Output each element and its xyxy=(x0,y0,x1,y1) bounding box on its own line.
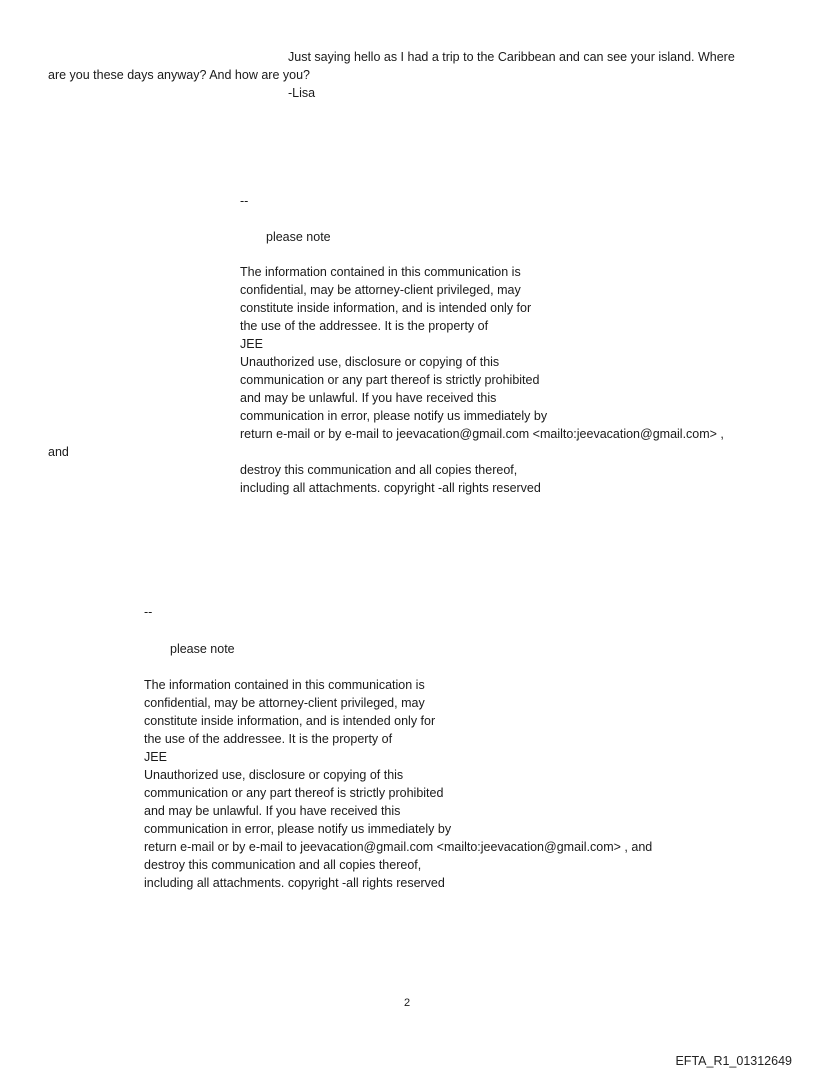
disclaimer-2-line: communication or any part thereof is strictly prohibited xyxy=(144,786,444,800)
disclaimer-1-separator: -- xyxy=(240,194,249,208)
disclaimer-1-line: The information contained in this communication is xyxy=(240,265,521,279)
disclaimer-2-line: confidential, may be attorney-client privileged, may xyxy=(144,696,425,710)
disclaimer-2-heading: please note xyxy=(170,642,235,656)
disclaimer-2-separator: -- xyxy=(144,605,153,619)
disclaimer-1-line: including all attachments. copyright -all rights reserved xyxy=(240,481,541,495)
disclaimer-2-line: communication in error, please notify us immediately by xyxy=(144,822,452,836)
message-signature: -Lisa xyxy=(288,86,316,100)
disclaimer-2-line: The information contained in this communication is xyxy=(144,678,425,692)
disclaimer-2-line: Unauthorized use, disclosure or copying of this xyxy=(144,768,404,782)
disclaimer-1-line: JEE xyxy=(240,337,263,351)
disclaimer-2-line: return e-mail or by e-mail to jeevacation@gmail.com <mailto:jeevacation@gmail.com> , and xyxy=(144,840,653,854)
page-number: 2 xyxy=(404,997,411,1009)
disclaimer-1-line: and may be unlawful. If you have received this xyxy=(240,391,497,405)
disclaimer-1-heading: please note xyxy=(266,230,331,244)
disclaimer-2-line: constitute inside information, and is intended only for xyxy=(144,714,436,728)
disclaimer-1-line: Unauthorized use, disclosure or copying of this xyxy=(240,355,500,369)
disclaimer-2-line: the use of the addressee. It is the property of xyxy=(144,732,393,746)
disclaimer-1-line: communication or any part thereof is strictly prohibited xyxy=(240,373,540,387)
message-line-2: are you these days anyway? And how are you? xyxy=(48,68,310,82)
disclaimer-2-line: including all attachments. copyright -all rights reserved xyxy=(144,876,445,890)
disclaimer-1-line: confidential, may be attorney-client privileged, may xyxy=(240,283,521,297)
disclaimer-2-line: and may be unlawful. If you have received this xyxy=(144,804,401,818)
disclaimer-1-line: and xyxy=(48,445,69,459)
disclaimer-2-line: destroy this communication and all copies thereof, xyxy=(144,858,422,872)
document-id: EFTA_R1_01312649 xyxy=(675,1054,792,1068)
disclaimer-1-line: return e-mail or by e-mail to jeevacation@gmail.com <mailto:jeevacation@gmail.com> , xyxy=(240,427,724,441)
disclaimer-1-line: communication in error, please notify us immediately by xyxy=(240,409,548,423)
disclaimer-1-line: constitute inside information, and is intended only for xyxy=(240,301,532,315)
message-line-1: Just saying hello as I had a trip to the Caribbean and can see your island. Where xyxy=(288,50,735,64)
disclaimer-1-line: the use of the addressee. It is the property of xyxy=(240,319,489,333)
disclaimer-1-line: destroy this communication and all copies thereof, xyxy=(240,463,518,477)
disclaimer-2-line: JEE xyxy=(144,750,167,764)
